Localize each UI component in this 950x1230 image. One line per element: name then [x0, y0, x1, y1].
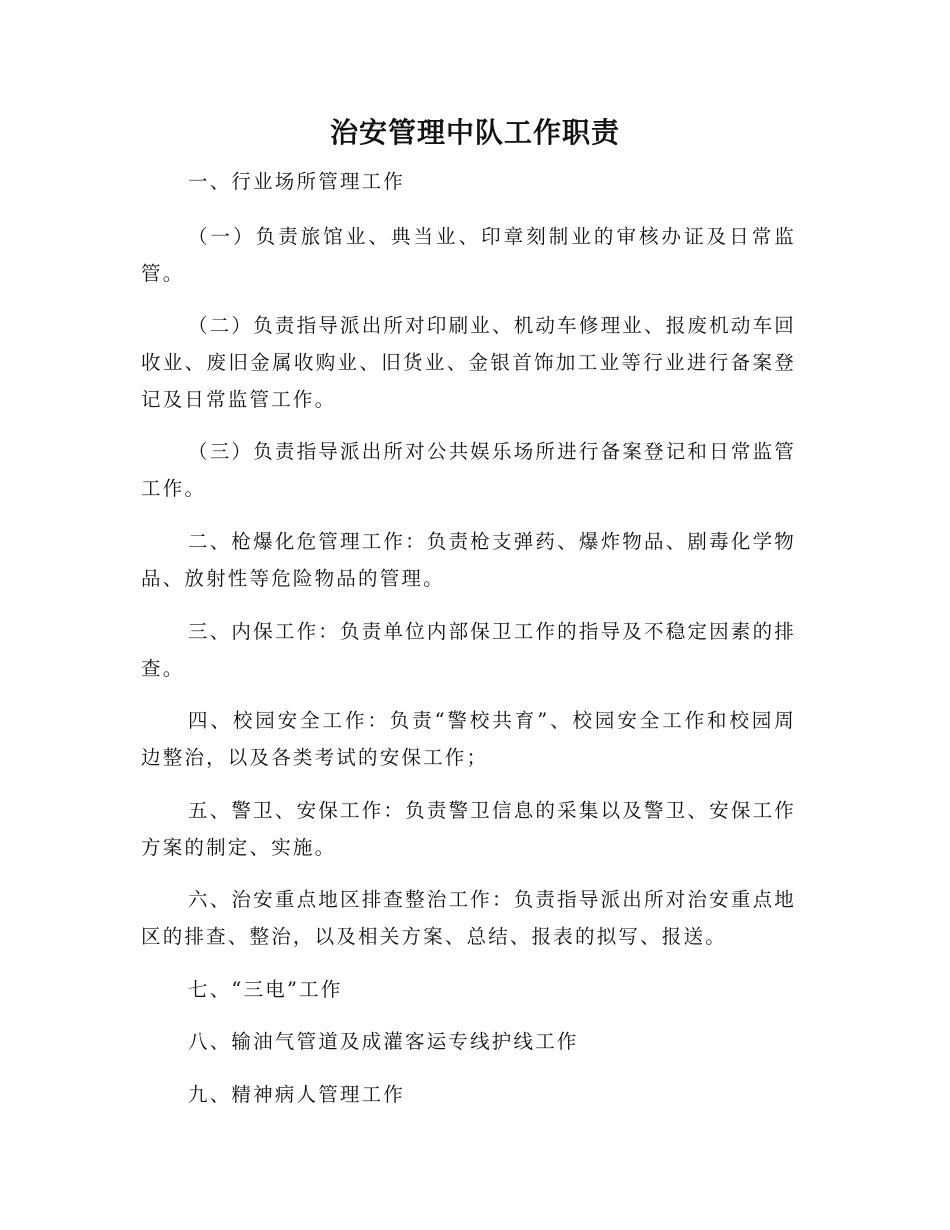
paragraph-industry-item-2: （二）负责指导派出所对印刷业、机动车修理业、报废机动车回收业、废旧金属收购业、旧货业、金银首饰加工业等行业进行备案登记及日常监管工作。: [141, 314, 796, 411]
paragraph-industry-management: 一、行业场所管理工作: [188, 170, 406, 193]
paragraph-industry-item-1: （一）负责旅馆业、典当业、印章刻制业的审核办证及日常监管。: [141, 225, 796, 285]
paragraph-three-electric: 七、“三电”工作: [188, 978, 343, 1001]
document-title: 治安管理中队工作职责: [329, 116, 620, 149]
paragraph-mental-patients: 九、精神病人管理工作: [188, 1083, 406, 1106]
paragraph-campus-safety: 四、校园安全工作：负责“警校共育”、校园安全工作和校园周边整治，以及各类考试的安保工作；: [141, 709, 796, 769]
paragraph-key-area-rectification: 六、治安重点地区排查整治工作：负责指导派出所对治安重点地区的排查、整治，以及相关方案、总结、报表的拟写、报送。: [141, 888, 796, 948]
paragraph-internal-security: 三、内保工作：负责单位内部保卫工作的指导及不稳定因素的排查。: [141, 620, 796, 680]
paragraph-industry-item-3: （三）负责指导派出所对公共娱乐场所进行备案登记和日常监管工作。: [141, 440, 796, 500]
paragraph-pipeline-railway: 八、输油气管道及成灌客运专线护线工作: [188, 1030, 579, 1053]
paragraph-dangerous-goods: 二、枪爆化危管理工作：负责枪支弹药、爆炸物品、剧毒化学物品、放射性等危险物品的管理。: [141, 530, 796, 590]
paragraph-guard-security: 五、警卫、安保工作：负责警卫信息的采集以及警卫、安保工作方案的制定、实施。: [141, 799, 796, 859]
